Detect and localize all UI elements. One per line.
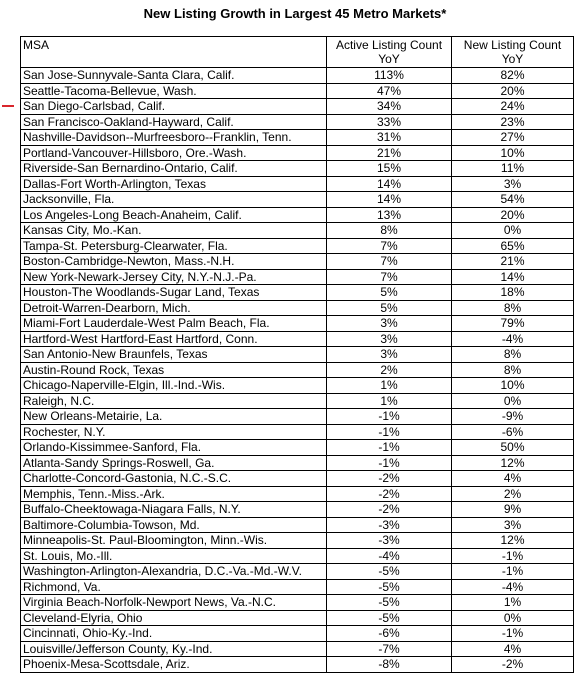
cell-active-listing-yoy: 3% (327, 316, 452, 332)
cell-msa: Tampa-St. Petersburg-Clearwater, Fla. (21, 238, 327, 254)
table-body (21, 68, 574, 673)
cell-msa: Miami-Fort Lauderdale-West Palm Beach, Fla. (21, 316, 327, 332)
cell-new-listing-yoy: 4% (452, 471, 574, 487)
cell-new-listing-yoy: 20% (452, 207, 574, 223)
cell-new-listing-yoy: 10% (452, 378, 574, 394)
cell-new-listing-yoy: 12% (452, 533, 574, 549)
cell-active-listing-yoy: 113% (327, 68, 452, 84)
cell-msa: Phoenix-Mesa-Scottsdale, Ariz. (21, 657, 327, 673)
cell-msa: Rochester, N.Y. (21, 424, 327, 440)
cell-active-listing-yoy: -1% (327, 424, 452, 440)
cell-active-listing-yoy: 2% (327, 362, 452, 378)
cell-new-listing-yoy: 54% (452, 192, 574, 208)
cell-new-listing-yoy: 12% (452, 455, 574, 471)
cell-active-listing-yoy: 5% (327, 300, 452, 316)
table-row (21, 114, 574, 130)
cell-new-listing-yoy: 3% (452, 176, 574, 192)
cell-msa: San Francisco-Oakland-Hayward, Calif. (21, 114, 327, 130)
cell-msa: Baltimore-Columbia-Towson, Md. (21, 517, 327, 533)
cell-active-listing-yoy: 34% (327, 99, 452, 115)
cell-active-listing-yoy: -5% (327, 610, 452, 626)
cell-active-listing-yoy: -6% (327, 626, 452, 642)
cell-new-listing-yoy: 18% (452, 285, 574, 301)
cell-msa: San Antonio-New Braunfels, Texas (21, 347, 327, 363)
cell-new-listing-yoy: 8% (452, 300, 574, 316)
cell-active-listing-yoy: 1% (327, 393, 452, 409)
cell-msa: Washington-Arlington-Alexandria, D.C.-Va.-Md.-W.V. (21, 564, 327, 580)
cell-active-listing-yoy: 3% (327, 347, 452, 363)
cell-msa: Detroit-Warren-Dearborn, Mich. (21, 300, 327, 316)
cell-msa: Memphis, Tenn.-Miss.-Ark. (21, 486, 327, 502)
table-row (21, 161, 574, 177)
cell-msa: Raleigh, N.C. (21, 393, 327, 409)
cell-active-listing-yoy: -7% (327, 641, 452, 657)
cell-new-listing-yoy: 82% (452, 68, 574, 84)
cell-active-listing-yoy: -2% (327, 471, 452, 487)
cell-new-listing-yoy: 0% (452, 393, 574, 409)
page-title: New Listing Growth in Largest 45 Metro Markets* (143, 6, 447, 21)
column-header-new-listing (452, 37, 574, 68)
cell-active-listing-yoy: -1% (327, 409, 452, 425)
cell-msa: New York-Newark-Jersey City, N.Y.-N.J.-Pa. (21, 269, 327, 285)
column-header-label: New Listing Count YoY (463, 38, 562, 66)
table-row (21, 362, 574, 378)
cell-active-listing-yoy: -5% (327, 564, 452, 580)
cell-msa: Charlotte-Concord-Gastonia, N.C.-S.C. (21, 471, 327, 487)
cell-msa: Buffalo-Cheektowaga-Niagara Falls, N.Y. (21, 502, 327, 518)
table-row (21, 641, 574, 657)
table-row (21, 533, 574, 549)
table-row (21, 378, 574, 394)
table-row (21, 269, 574, 285)
table-row (21, 192, 574, 208)
cell-new-listing-yoy: 1% (452, 595, 574, 611)
table-row (21, 486, 574, 502)
column-header-active-listing (327, 37, 452, 68)
cell-active-listing-yoy: -5% (327, 579, 452, 595)
cell-msa: Jacksonville, Fla. (21, 192, 327, 208)
cell-active-listing-yoy: 14% (327, 192, 452, 208)
cell-active-listing-yoy: -1% (327, 455, 452, 471)
cell-msa: Cincinnati, Ohio-Ky.-Ind. (21, 626, 327, 642)
cell-msa: Riverside-San Bernardino-Ontario, Calif. (21, 161, 327, 177)
cell-new-listing-yoy: 14% (452, 269, 574, 285)
cell-new-listing-yoy: 11% (452, 161, 574, 177)
cell-new-listing-yoy: -4% (452, 579, 574, 595)
cell-new-listing-yoy: 50% (452, 440, 574, 456)
cell-new-listing-yoy: 24% (452, 99, 574, 115)
cell-new-listing-yoy: 27% (452, 130, 574, 146)
cell-active-listing-yoy: 33% (327, 114, 452, 130)
cell-new-listing-yoy: -1% (452, 626, 574, 642)
cell-msa: Cleveland-Elyria, Ohio (21, 610, 327, 626)
cell-msa: Hartford-West Hartford-East Hartford, Conn. (21, 331, 327, 347)
cell-new-listing-yoy: 23% (452, 114, 574, 130)
cell-msa: Louisville/Jefferson County, Ky.-Ind. (21, 641, 327, 657)
cell-active-listing-yoy: 13% (327, 207, 452, 223)
cell-active-listing-yoy: -5% (327, 595, 452, 611)
cell-active-listing-yoy: 3% (327, 331, 452, 347)
table-row (21, 207, 574, 223)
cell-msa: San Diego-Carlsbad, Calif. (21, 99, 327, 115)
cell-new-listing-yoy: 0% (452, 223, 574, 239)
table-row (21, 548, 574, 564)
table-row (21, 130, 574, 146)
cell-active-listing-yoy: -3% (327, 517, 452, 533)
cell-msa: Dallas-Fort Worth-Arlington, Texas (21, 176, 327, 192)
table-row (21, 316, 574, 332)
table-row (21, 595, 574, 611)
table-row (21, 564, 574, 580)
cell-active-listing-yoy: 7% (327, 269, 452, 285)
table-row (21, 502, 574, 518)
cell-new-listing-yoy: 2% (452, 486, 574, 502)
cell-msa: Minneapolis-St. Paul-Bloomington, Minn.-Wis. (21, 533, 327, 549)
cell-msa: Portland-Vancouver-Hillsboro, Ore.-Wash. (21, 145, 327, 161)
cell-new-listing-yoy: 20% (452, 83, 574, 99)
table-row (21, 68, 574, 84)
table-row (21, 657, 574, 673)
table-row (21, 254, 574, 270)
cell-active-listing-yoy: -2% (327, 486, 452, 502)
cell-msa: Chicago-Naperville-Elgin, Ill.-Ind.-Wis. (21, 378, 327, 394)
highlight-marker (2, 105, 14, 107)
table-row (21, 83, 574, 99)
table-row (21, 223, 574, 239)
cell-msa: Kansas City, Mo.-Kan. (21, 223, 327, 239)
cell-active-listing-yoy: 5% (327, 285, 452, 301)
cell-active-listing-yoy: 7% (327, 238, 452, 254)
column-header-label: Active Listing Count YoY (335, 38, 443, 66)
table-row (21, 145, 574, 161)
table-row (21, 471, 574, 487)
cell-active-listing-yoy: 8% (327, 223, 452, 239)
cell-active-listing-yoy: 1% (327, 378, 452, 394)
header-row (21, 37, 574, 68)
cell-msa: Orlando-Kissimmee-Sanford, Fla. (21, 440, 327, 456)
cell-msa: Austin-Round Rock, Texas (21, 362, 327, 378)
cell-active-listing-yoy: -2% (327, 502, 452, 518)
cell-active-listing-yoy: 21% (327, 145, 452, 161)
cell-active-listing-yoy: -4% (327, 548, 452, 564)
cell-new-listing-yoy: -1% (452, 548, 574, 564)
table-row (21, 331, 574, 347)
table-row (21, 99, 574, 115)
table-row (21, 285, 574, 301)
cell-msa: Seattle-Tacoma-Bellevue, Wash. (21, 83, 327, 99)
table-row (21, 579, 574, 595)
cell-active-listing-yoy: 14% (327, 176, 452, 192)
cell-msa: Los Angeles-Long Beach-Anaheim, Calif. (21, 207, 327, 223)
table-row (21, 393, 574, 409)
metro-listing-table (20, 36, 574, 673)
table-row (21, 626, 574, 642)
cell-new-listing-yoy: -1% (452, 564, 574, 580)
cell-msa: Atlanta-Sandy Springs-Roswell, Ga. (21, 455, 327, 471)
cell-active-listing-yoy: -1% (327, 440, 452, 456)
cell-new-listing-yoy: 9% (452, 502, 574, 518)
cell-active-listing-yoy: -8% (327, 657, 452, 673)
cell-new-listing-yoy: 8% (452, 347, 574, 363)
cell-msa: New Orleans-Metairie, La. (21, 409, 327, 425)
cell-new-listing-yoy: 10% (452, 145, 574, 161)
cell-new-listing-yoy: 0% (452, 610, 574, 626)
table-row (21, 610, 574, 626)
cell-new-listing-yoy: -9% (452, 409, 574, 425)
cell-msa: San Jose-Sunnyvale-Santa Clara, Calif. (21, 68, 327, 84)
column-header-msa (21, 37, 327, 68)
table-row (21, 176, 574, 192)
table-row (21, 517, 574, 533)
table-row (21, 300, 574, 316)
cell-new-listing-yoy: 21% (452, 254, 574, 270)
cell-msa: Boston-Cambridge-Newton, Mass.-N.H. (21, 254, 327, 270)
cell-active-listing-yoy: 15% (327, 161, 452, 177)
cell-msa: Houston-The Woodlands-Sugar Land, Texas (21, 285, 327, 301)
cell-active-listing-yoy: 31% (327, 130, 452, 146)
column-header-label: MSA (23, 38, 50, 52)
cell-msa: Virginia Beach-Norfolk-Newport News, Va.-N.C. (21, 595, 327, 611)
cell-new-listing-yoy: 4% (452, 641, 574, 657)
cell-new-listing-yoy: 79% (452, 316, 574, 332)
cell-msa: St. Louis, Mo.-Ill. (21, 548, 327, 564)
table-row (21, 409, 574, 425)
cell-new-listing-yoy: -6% (452, 424, 574, 440)
cell-active-listing-yoy: 47% (327, 83, 452, 99)
table-row (21, 455, 574, 471)
cell-new-listing-yoy: 65% (452, 238, 574, 254)
table-row (21, 424, 574, 440)
table-row (21, 347, 574, 363)
cell-msa: Nashville-Davidson--Murfreesboro--Franklin, Tenn. (21, 130, 327, 146)
table-row (21, 238, 574, 254)
cell-new-listing-yoy: 3% (452, 517, 574, 533)
cell-active-listing-yoy: -3% (327, 533, 452, 549)
cell-new-listing-yoy: 8% (452, 362, 574, 378)
cell-new-listing-yoy: -2% (452, 657, 574, 673)
cell-msa: Richmond, Va. (21, 579, 327, 595)
cell-active-listing-yoy: 7% (327, 254, 452, 270)
cell-new-listing-yoy: -4% (452, 331, 574, 347)
table-row (21, 440, 574, 456)
